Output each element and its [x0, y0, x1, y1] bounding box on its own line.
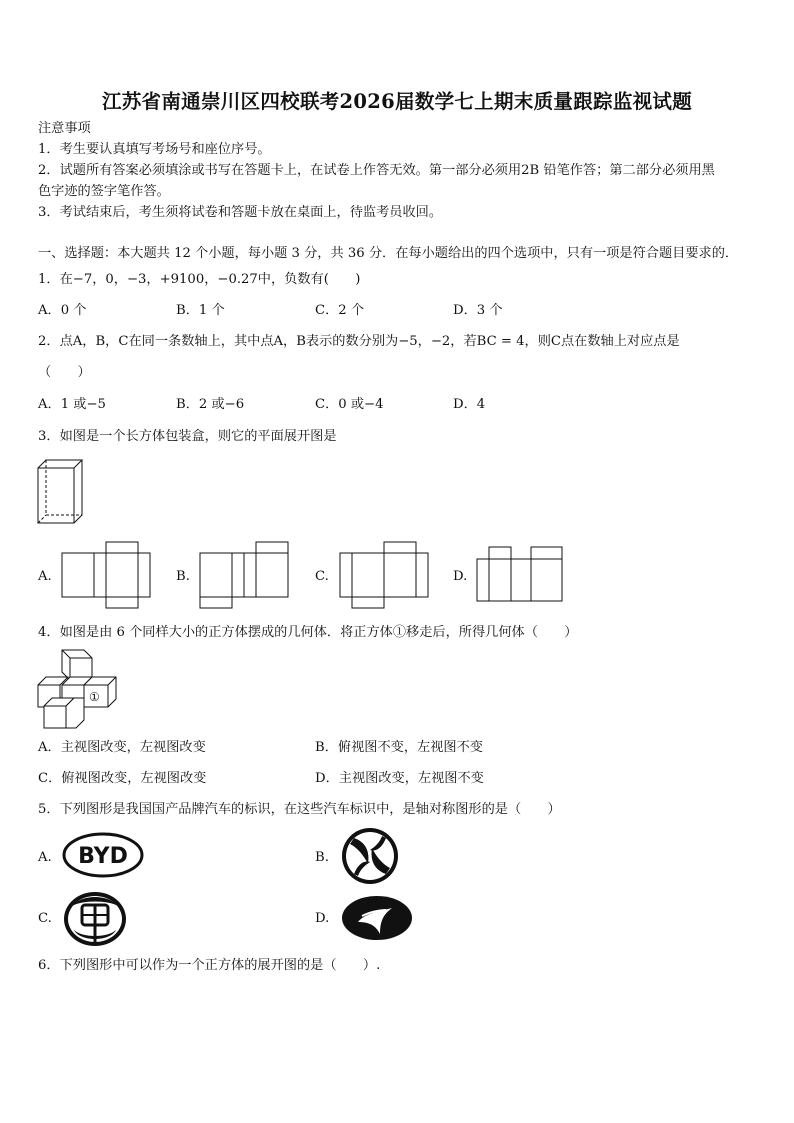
- notes-heading: 注意事项: [38, 121, 91, 136]
- faw-logo: [340, 894, 414, 942]
- section-heading: 一、选择题：本大题共 12 个小题，每小题 3 分，共 36 分．在每小题给出的四个选项中，只有一项是符合题目要求的．: [38, 246, 739, 261]
- q3-option-c-label: C.: [315, 569, 329, 584]
- q4-stem: 4．如图是由 6 个同样大小的正方体摆成的几何体．将正方体①移走后，所得几何体（ ）: [38, 625, 578, 640]
- q3-net-d: [476, 546, 566, 604]
- q1-option-d: D．3 个: [453, 303, 503, 318]
- dongfeng-logo: [340, 826, 400, 886]
- q1-stem: 1．在−7，0，−3，+9100，−0.27中，负数有( ): [38, 272, 361, 287]
- q2-option-d: D．4: [453, 397, 486, 412]
- note-item-3: 3．考试结束后，考生须将试卷和答题卡放在桌面上，待监考员收回。: [38, 205, 443, 220]
- cuboid-box-figure: [36, 458, 86, 526]
- note-item-2-cont: 色字迹的签字笔作答。: [38, 184, 170, 199]
- q4-option-c: C．俯视图改变，左视图改变: [38, 771, 207, 786]
- q3-net-c: [339, 541, 431, 609]
- byd-logo-text: BYD: [78, 844, 128, 869]
- q5-stem: 5．下列图形是我国国产品牌汽车的标识，在这些汽车标识中，是轴对称图形的是（ ）: [38, 802, 561, 817]
- q3-stem: 3．如图是一个长方体包装盒，则它的平面展开图是: [38, 429, 337, 444]
- q3-net-a: [61, 541, 151, 609]
- q5-option-d-label: D.: [315, 911, 330, 926]
- q2-option-b: B．2 或−6: [176, 397, 245, 412]
- page-title: 江苏省南通崇川区四校联考2026届数学七上期末质量跟踪监视试题: [101, 90, 693, 113]
- brilliance-logo: [62, 890, 128, 948]
- q1-option-b: B．1 个: [176, 303, 225, 318]
- q5-option-c-label: C.: [38, 911, 52, 926]
- q5-option-b-label: B.: [315, 850, 329, 865]
- q4-cube-stack-figure: [36, 648, 120, 732]
- q6-stem: 6．下列图形中可以作为一个正方体的展开图的是（ ）.: [38, 958, 381, 973]
- q1-option-c: C．2 个: [315, 303, 365, 318]
- q4-option-d: D．主视图改变，左视图不变: [315, 771, 484, 786]
- q2-stem: 2．点A，B，C在同一条数轴上，其中点A，B表示的数分别为−5，−2，若BC = 4，则C点在数轴上对应点是: [38, 334, 680, 349]
- note-item-1: 1．考生要认真填写考场号和座位序号。: [38, 142, 271, 157]
- q1-option-a: A．0 个: [38, 303, 87, 318]
- q2-option-c: C．0 或−4: [315, 397, 384, 412]
- q4-option-b: B．俯视图不变，左视图不变: [315, 740, 483, 755]
- q3-option-a-label: A.: [38, 569, 52, 584]
- q3-option-d-label: D.: [453, 569, 468, 584]
- q2-stem-bracket: （ ）: [38, 365, 91, 380]
- q3-net-b: [199, 541, 289, 609]
- q2-option-a: A．1 或−5: [38, 397, 106, 412]
- q5-option-a-label: A.: [38, 850, 52, 865]
- byd-logo: [62, 832, 144, 878]
- note-item-2: 2．试题所有答案必须填涂或书写在答题卡上，在试卷上作答无效。第一部分必须用2B 铅笔作答；第二部分必须用黑: [38, 163, 715, 178]
- q3-option-b-label: B.: [176, 569, 190, 584]
- cube-label-1: ①: [89, 690, 100, 704]
- q4-option-a: A．主视图改变，左视图改变: [38, 740, 206, 755]
